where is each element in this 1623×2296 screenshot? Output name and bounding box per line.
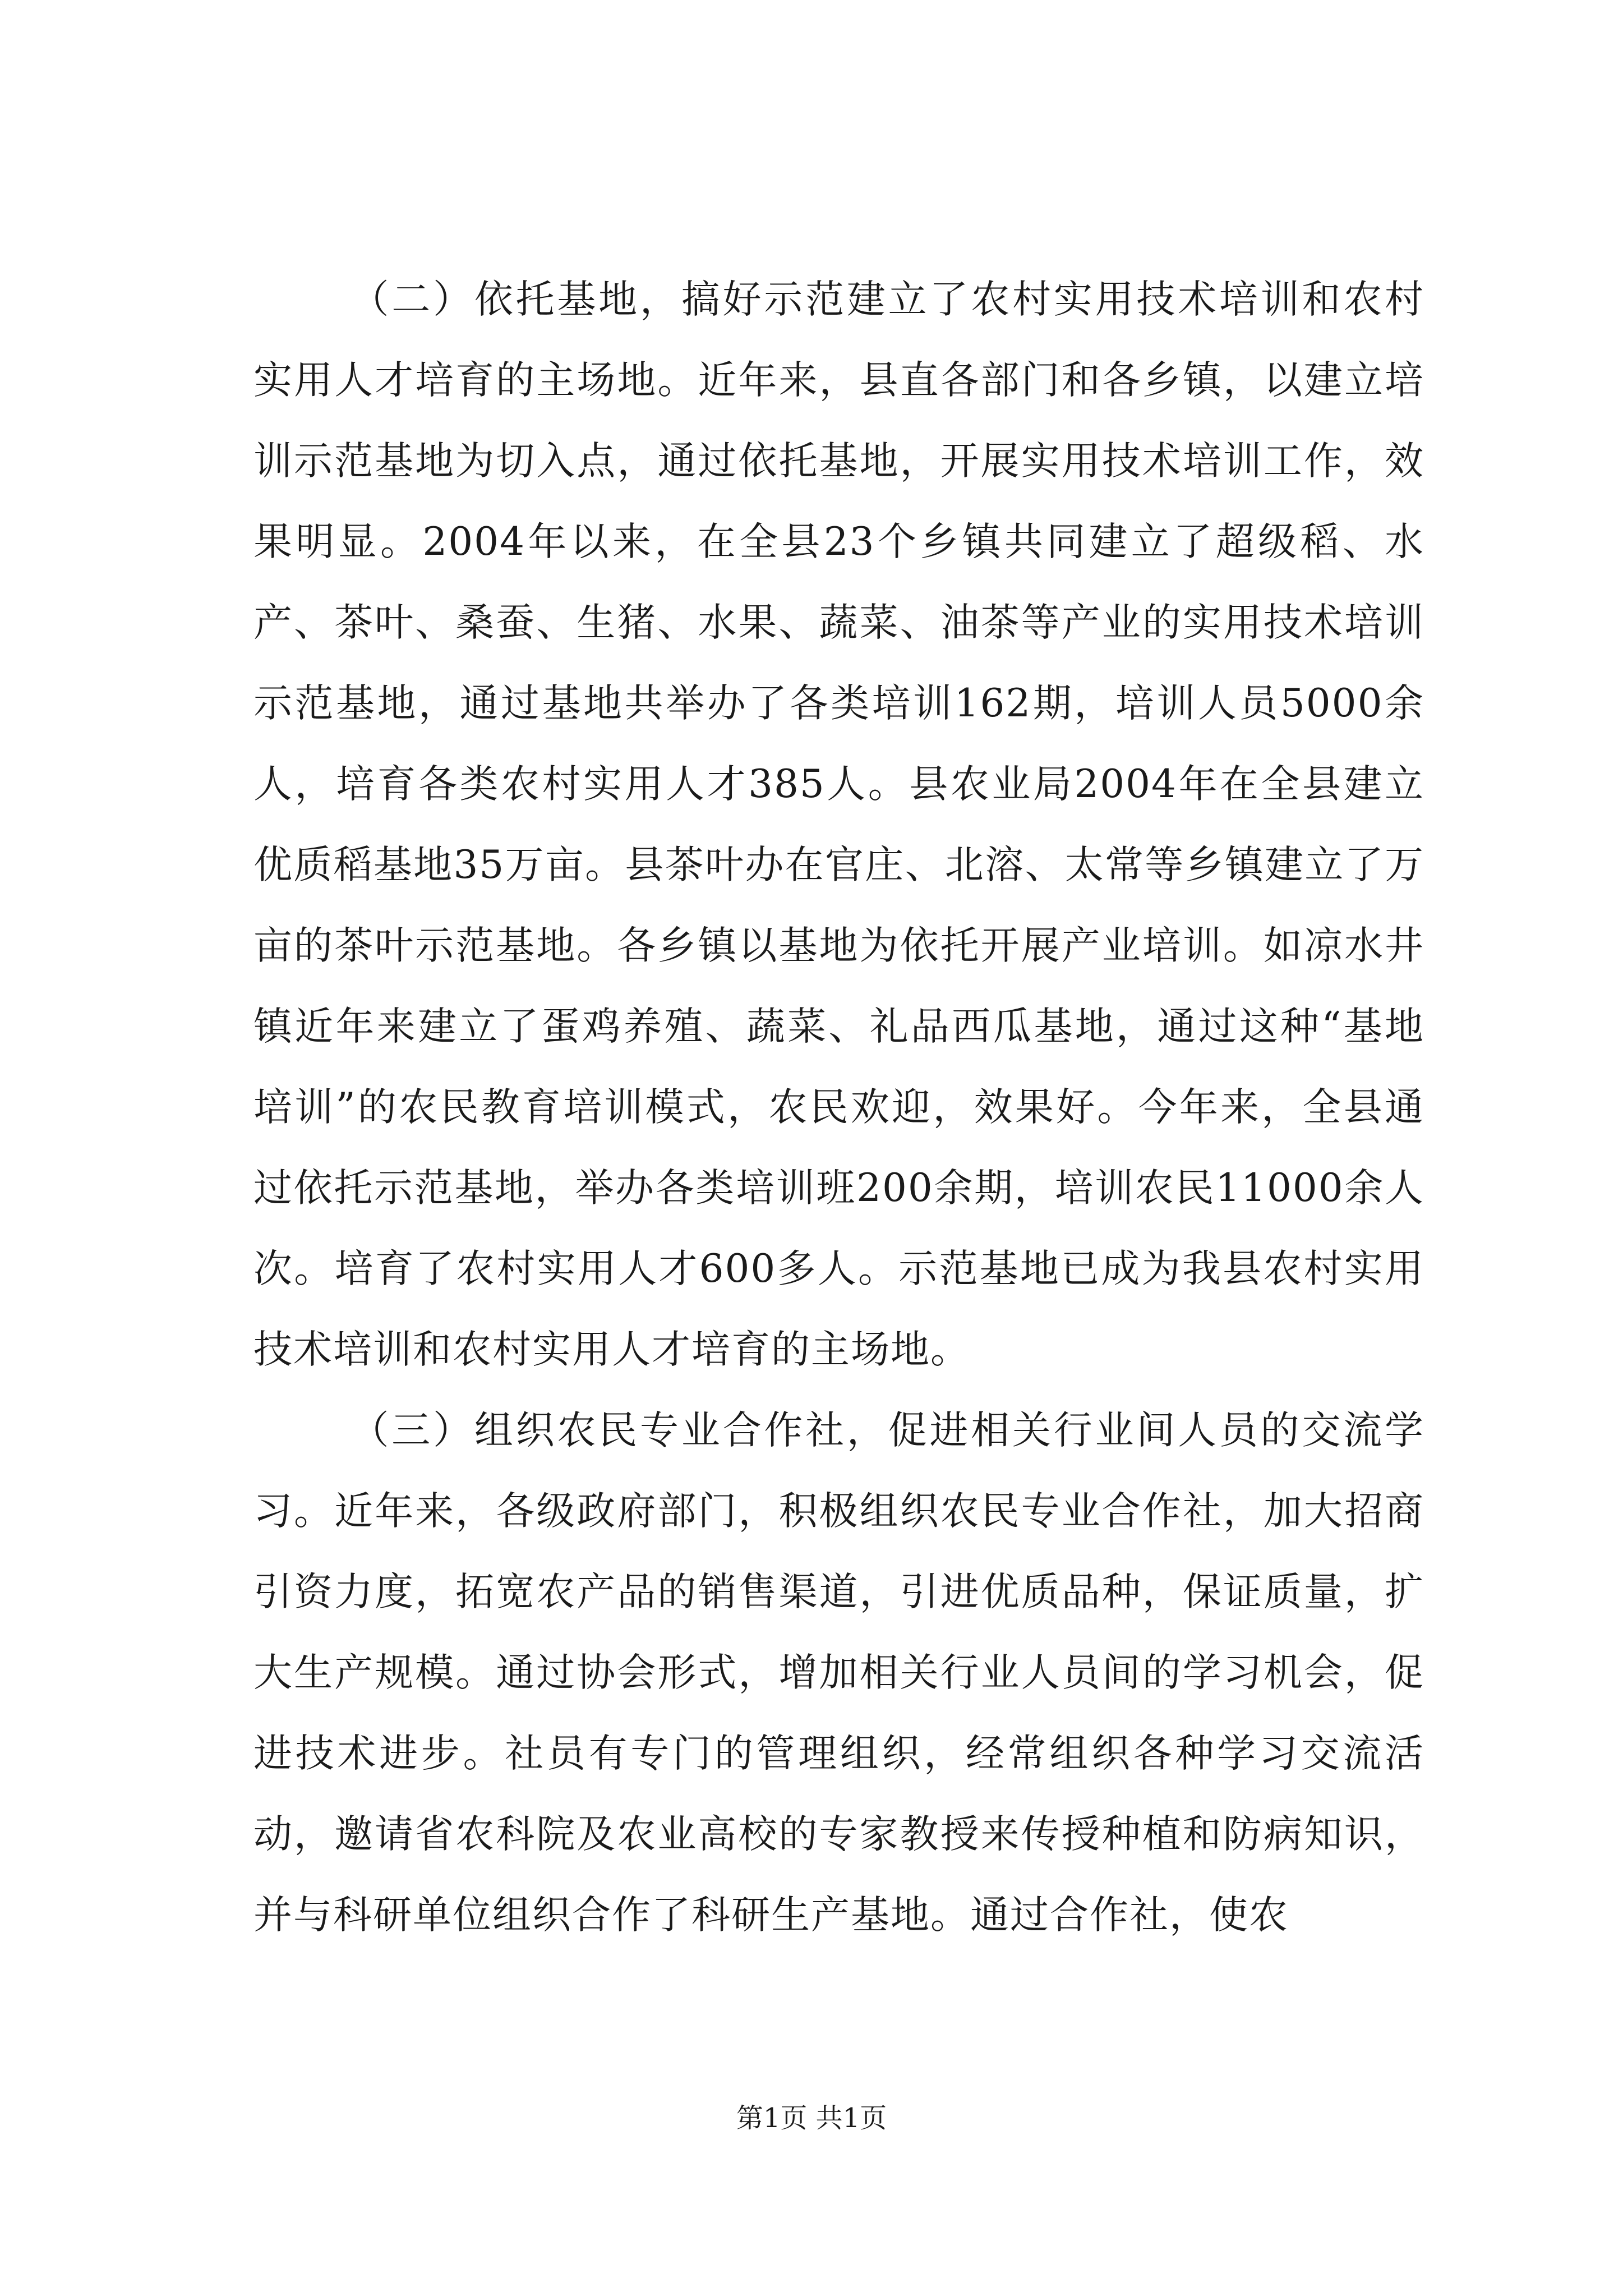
paragraph-cooperatives: （三）组织农民专业合作社，促进相关行业间人员的交流学习。近年来，各级政府部门，积极组织农民专业合作社，加大招商引资力度，拓宽农产品的销售渠道，引进优质品种，保证质量，扩大生产规模。通过协会形式，增加相关行业人员间的学习机会，促进技术进步。社员有专门的管理组织，经常组织各种学习交流活动，邀请省农科院及农业高校的专家教授来传授种植和防病知识，并与科研单位组织合作了科研生产基地。通过合作社，使农 bbox=[253, 1408, 1424, 1938]
page-footer: 第1页 共1页 bbox=[736, 2102, 887, 2134]
paragraph-training-bases: （二）依托基地，搞好示范建立了农村实用技术培训和农村实用人才培育的主场地。近年来，县直各部门和各乡镇，以建立培训示范基地为切入点，通过依托基地，开展实用技术培训工作，效果明显。2004年以来，在全县23个乡镇共同建立了超级稻、水产、茶叶、桑蚕、生猪、水果、蔬菜、油茶等产业的实用技术培训示范基地，通过基地共举办了各类培训162期，培训人员5000余人，培育各类农村实用人才385人。县农业局2004年在全县建立优质稻基地35万亩。县茶叶办在官庄、北溶、太常等乡镇建立了万亩的茶叶示范基地。各乡镇以基地为依托开展产业培训。如凉水井镇近年来建立了蛋鸡养殖、蔬菜、礼品西瓜基地，通过这种“基地培训”的农民教育培训模式，农民欢迎，效果好。今年来，全县通过依托示范基地，举办各类培训班200余期，培训农民11000余人次。培育了农村实用人才600多人。示范基地已成为我县农村实用技术培训和农村实用人才培育的主场地。 bbox=[253, 277, 1424, 1372]
document-body bbox=[253, 259, 1424, 1955]
